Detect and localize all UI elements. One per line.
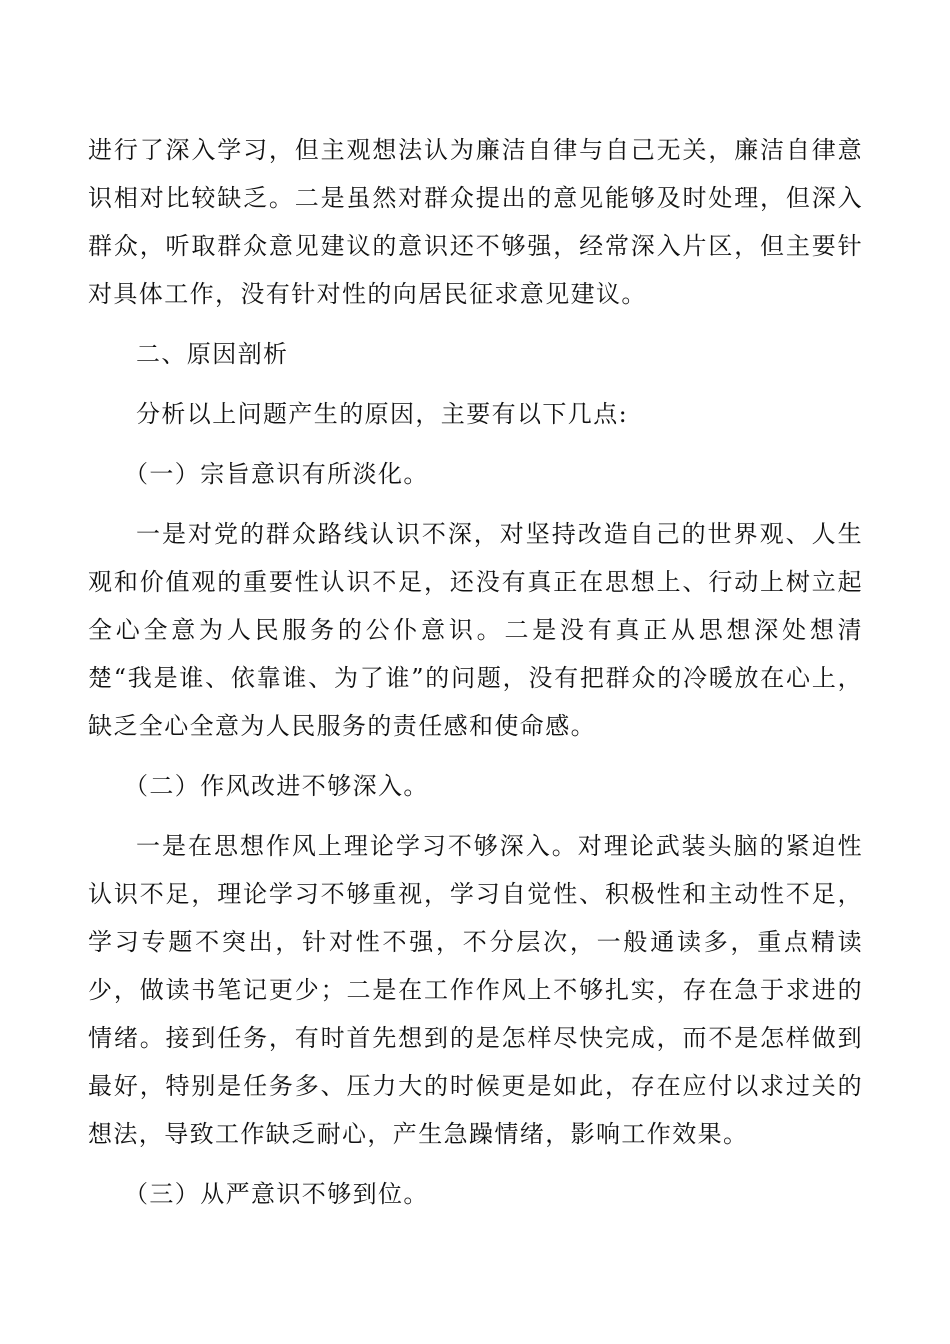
paragraph-intro: 分析以上问题产生的原因，主要有以下几点: (136, 400, 629, 428)
paragraph-purpose-awareness: 一是对党的群众路线认识不深，对坚持改造自己的世界观、人生观和价值观的重要性认识不足，还没有真正在思想上、行动上树立起全心全意为人民服务的公仆意识。二是没有真正从思想深处想清楚“我是谁、依靠谁、为了谁”的问题，没有把群众的冷暖放在心上，缺乏全心全意为人民服务的责任感和使命感。 (88, 520, 863, 740)
subheading-work-style: （二）作风改进不够深入。 (124, 772, 429, 800)
paragraph-work-style: 一是在思想作风上理论学习不够深入。对理论武装头脑的紧迫性认识不足，理论学习不够重视，学习自觉性、积极性和主动性不足，学习专题不突出，针对性不强，不分层次，一般通读多，重点精读少，做读书笔记更少；二是在工作作风上不够扎实，存在急于求进的情绪。接到任务，有时首先想到的是怎样尽快完成，而不是怎样做到最好，特别是任务多、压力大的时候更是如此，存在应付以求过关的想法，导致工作缺乏耐心，产生急躁情绪，影响工作效果。 (88, 832, 863, 1148)
subheading-strictness-awareness: （三）从严意识不够到位。 (124, 1180, 429, 1208)
document-body (88, 126, 863, 1230)
paragraph-continuation: 进行了深入学习，但主观想法认为廉洁自律与自己无关，廉洁自律意识相对比较缺乏。二是虽然对群众提出的意见能够及时处理，但深入群众，听取群众意见建议的意识还不够强，经常深入片区，但主要针对具体工作，没有针对性的向居民征求意见建议。 (88, 136, 863, 308)
section-heading-cause-analysis: 二、原因剖析 (136, 340, 289, 368)
subheading-purpose-awareness: （一）宗旨意识有所淡化。 (124, 460, 429, 488)
